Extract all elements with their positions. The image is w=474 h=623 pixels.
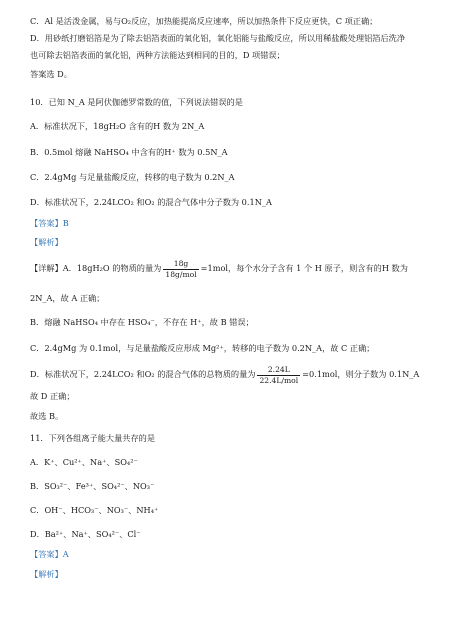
option-10b: B．0.5mol 熔融 NaHSO₄ 中含有的H⁺ 数为 0.5N_A: [30, 147, 228, 157]
analysis-tag-10: 【解析】: [30, 237, 63, 247]
fraction-numerator: 18g: [163, 259, 198, 270]
option-10c: C．2.4gMg 与足量盐酸反应，转移的电子数为 0.2N_A: [30, 172, 235, 182]
detail-d-continued: 故 D 正确；: [30, 391, 75, 401]
detail-b: B．熔融 NaHSO₄ 中存在 HSO₄⁻，不存在 H⁺，故 B 错误；: [30, 317, 254, 327]
detail-d-suffix: =0.1mol，则分子数为 0.1N_A: [302, 369, 420, 379]
fraction-gas-moles: [257, 365, 300, 386]
question-11: 11．下列各组离子能大量共存的是: [30, 433, 156, 443]
detail-c: C．2.4gMg 为 0.1mol，与足量盐酸反应形成 Mg²⁺，转移的电子数为 0.2N_A，故 C 正确；: [30, 343, 375, 353]
option-10d: D．标准状况下，2.24LCO₂ 和O₂ 的混合气体中分子数为 0.1N_A: [30, 197, 272, 207]
option-11a: A．K⁺、Cu²⁺、Na⁺、SO₄²⁻: [30, 457, 138, 467]
fraction-water-moles: [163, 259, 198, 280]
question-10: 10．已知 N_A 是阿伏伽德罗常数的值，下列说法错误的是: [30, 97, 243, 107]
answer-tag-10: 【答案】B: [30, 218, 69, 228]
answer-tag-11: 【答案】A: [30, 549, 69, 559]
analysis-tag-11: 【解析】: [30, 569, 63, 579]
text-line-d-explanation: D．用砂纸打磨铝箔是为了除去铝箔表面的氧化铝，氧化铝能与盐酸反应，所以用稀盐酸处理铝箔后洗净: [30, 33, 406, 43]
option-10a: A．标准状况下，18gH₂O 含有的H 数为 2N_A: [30, 121, 205, 131]
text-line-c-explanation: C．Al 是活泼金属，易与O₂反应，加热能提高反应速率，所以加热条件下反应更快，C 项正确；: [30, 16, 378, 26]
text-line-answer-d: 答案选 D。: [30, 69, 72, 79]
detail-a-continued: 2N_A，故 A 正确；: [30, 293, 105, 303]
option-11c: C．OH⁻、HCO₃⁻、NO₃⁻、NH₄⁺: [30, 505, 159, 515]
detail-d-prefix: D．标准状况下，2.24LCO₂ 和O₂ 的混合气体的总物质的量为: [30, 369, 256, 379]
detail-a-suffix: =1mol，每个水分子含有 1 个 H 原子，则含有的H 数为: [200, 263, 408, 273]
conclusion-10: 故选 B。: [30, 411, 64, 421]
detail-d-line: [30, 362, 454, 388]
detail-a-line: [30, 256, 454, 282]
option-11b: B．SO₃²⁻、Fe³⁺、SO₄²⁻、NO₃⁻: [30, 481, 155, 491]
fraction-denominator: 22.4L/mol: [259, 375, 299, 385]
fraction-numerator: 2.24L: [257, 365, 300, 376]
fraction-denominator: 18g/mol: [165, 269, 197, 279]
detail-a-prefix: 【详解】A．18gH₂O 的物质的量为: [30, 263, 162, 273]
text-line-d-continued: 也可除去铝箔表面的氧化铝，两种方法能达到相同的目的，D 项错误；: [30, 50, 285, 60]
option-11d: D．Ba²⁺、Na⁺、SO₄²⁻、Cl⁻: [30, 529, 141, 539]
